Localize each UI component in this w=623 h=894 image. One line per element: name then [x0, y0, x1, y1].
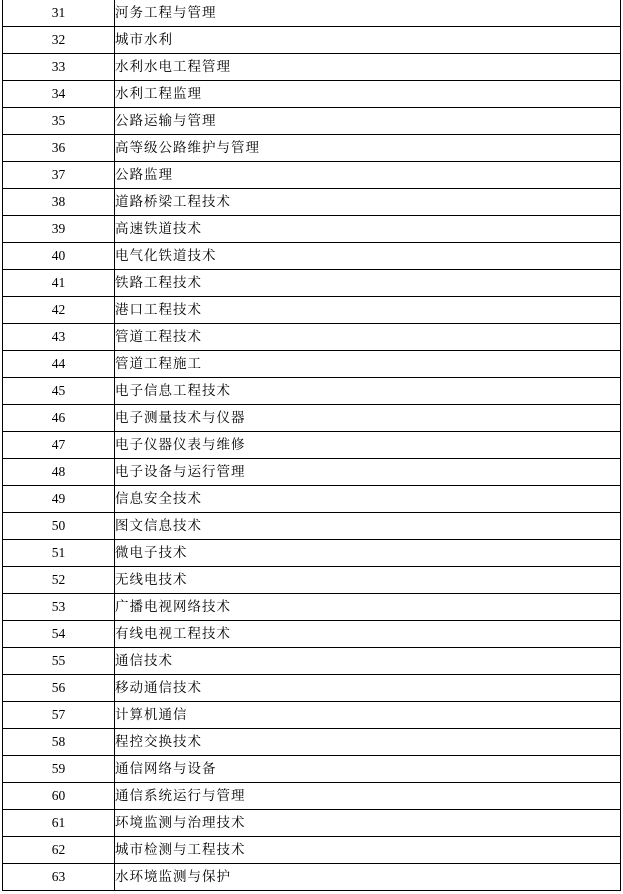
table-row	[3, 756, 621, 783]
table-row	[3, 81, 621, 108]
row-number-cell: 44	[3, 351, 115, 378]
major-name-cell: 水环境监测与保护	[115, 864, 621, 891]
major-name-cell: 通信技术	[115, 648, 621, 675]
major-name-cell: 环境监测与治理技术	[115, 810, 621, 837]
row-number-cell: 40	[3, 243, 115, 270]
row-number-cell: 48	[3, 459, 115, 486]
row-number-cell: 54	[3, 621, 115, 648]
major-name-cell: 管道工程施工	[115, 351, 621, 378]
row-number-cell: 51	[3, 540, 115, 567]
table-row	[3, 783, 621, 810]
row-number-cell: 39	[3, 216, 115, 243]
major-name-cell: 移动通信技术	[115, 675, 621, 702]
row-number-cell: 45	[3, 378, 115, 405]
row-number-cell: 53	[3, 594, 115, 621]
table-row	[3, 810, 621, 837]
row-number-cell: 38	[3, 189, 115, 216]
table-row	[3, 27, 621, 54]
table-row	[3, 567, 621, 594]
major-name-cell: 通信系统运行与管理	[115, 783, 621, 810]
major-name-cell: 公路监理	[115, 162, 621, 189]
row-number-cell: 60	[3, 783, 115, 810]
row-number-cell: 33	[3, 54, 115, 81]
table-row	[3, 297, 621, 324]
row-number-cell: 52	[3, 567, 115, 594]
table-row	[3, 54, 621, 81]
table-row	[3, 594, 621, 621]
major-name-cell: 电子信息工程技术	[115, 378, 621, 405]
major-name-cell: 铁路工程技术	[115, 270, 621, 297]
major-name-cell: 有线电视工程技术	[115, 621, 621, 648]
row-number-cell: 35	[3, 108, 115, 135]
major-name-cell: 水利工程监理	[115, 81, 621, 108]
row-number-cell: 63	[3, 864, 115, 891]
row-number-cell: 57	[3, 702, 115, 729]
row-number-cell: 59	[3, 756, 115, 783]
row-number-cell: 43	[3, 324, 115, 351]
major-name-cell: 电气化铁道技术	[115, 243, 621, 270]
row-number-cell: 62	[3, 837, 115, 864]
table-row	[3, 513, 621, 540]
major-name-cell: 港口工程技术	[115, 297, 621, 324]
major-name-cell: 微电子技术	[115, 540, 621, 567]
major-name-cell: 无线电技术	[115, 567, 621, 594]
major-name-cell: 高等级公路维护与管理	[115, 135, 621, 162]
row-number-cell: 50	[3, 513, 115, 540]
table-row	[3, 864, 621, 891]
table-row	[3, 135, 621, 162]
major-name-cell: 广播电视网络技术	[115, 594, 621, 621]
major-name-cell: 信息安全技术	[115, 486, 621, 513]
row-number-cell: 32	[3, 27, 115, 54]
table-row	[3, 324, 621, 351]
row-number-cell: 49	[3, 486, 115, 513]
table-row	[3, 432, 621, 459]
table-row	[3, 243, 621, 270]
major-name-cell: 电子测量技术与仪器	[115, 405, 621, 432]
major-name-cell: 图文信息技术	[115, 513, 621, 540]
table-row	[3, 162, 621, 189]
table-row	[3, 270, 621, 297]
row-number-cell: 47	[3, 432, 115, 459]
row-number-cell: 37	[3, 162, 115, 189]
table-row	[3, 729, 621, 756]
row-number-cell: 58	[3, 729, 115, 756]
table-row	[3, 621, 621, 648]
major-name-cell: 高速铁道技术	[115, 216, 621, 243]
major-name-cell: 程控交换技术	[115, 729, 621, 756]
row-number-cell: 46	[3, 405, 115, 432]
row-number-cell: 34	[3, 81, 115, 108]
major-name-cell: 水利水电工程管理	[115, 54, 621, 81]
major-list-table	[2, 0, 621, 891]
table-row	[3, 351, 621, 378]
major-name-cell: 管道工程技术	[115, 324, 621, 351]
table-row	[3, 459, 621, 486]
table-row	[3, 378, 621, 405]
table-row	[3, 837, 621, 864]
major-name-cell: 公路运输与管理	[115, 108, 621, 135]
major-name-cell: 通信网络与设备	[115, 756, 621, 783]
table-row	[3, 540, 621, 567]
major-name-cell: 电子设备与运行管理	[115, 459, 621, 486]
row-number-cell: 55	[3, 648, 115, 675]
table-row	[3, 675, 621, 702]
major-name-cell: 河务工程与管理	[115, 0, 621, 27]
major-name-cell: 电子仪器仪表与维修	[115, 432, 621, 459]
row-number-cell: 31	[3, 0, 115, 27]
row-number-cell: 36	[3, 135, 115, 162]
table-row	[3, 108, 621, 135]
major-name-cell: 城市水利	[115, 27, 621, 54]
table-row	[3, 189, 621, 216]
major-name-cell: 城市检测与工程技术	[115, 837, 621, 864]
table-row	[3, 0, 621, 27]
table-row	[3, 216, 621, 243]
table-row	[3, 702, 621, 729]
table-row	[3, 486, 621, 513]
table-row	[3, 405, 621, 432]
row-number-cell: 41	[3, 270, 115, 297]
major-name-cell: 计算机通信	[115, 702, 621, 729]
major-list-body	[3, 0, 621, 891]
row-number-cell: 42	[3, 297, 115, 324]
table-row	[3, 648, 621, 675]
row-number-cell: 61	[3, 810, 115, 837]
row-number-cell: 56	[3, 675, 115, 702]
major-name-cell: 道路桥梁工程技术	[115, 189, 621, 216]
